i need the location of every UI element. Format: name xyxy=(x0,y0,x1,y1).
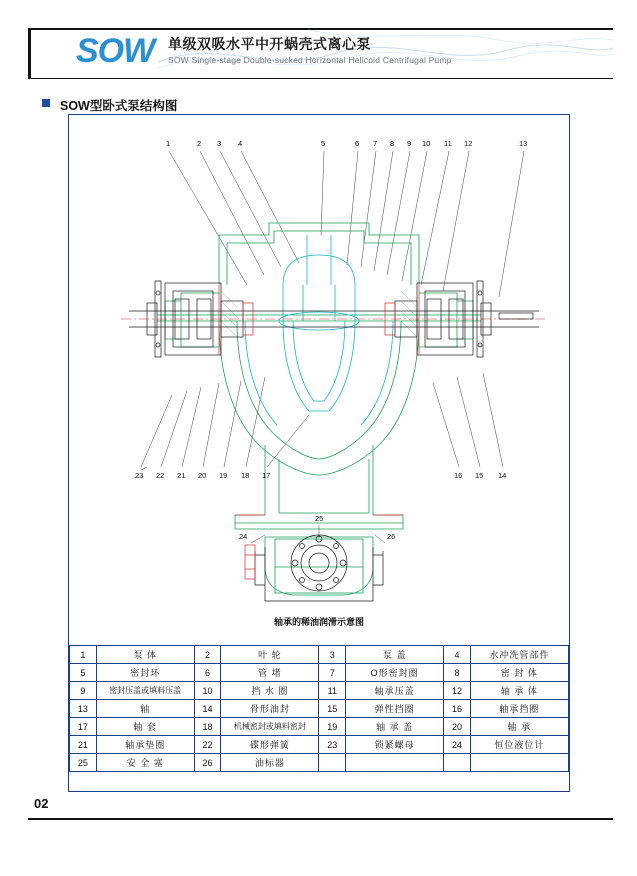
part-number: 14 xyxy=(194,700,221,718)
part-name: 轴 承 xyxy=(470,718,568,736)
table-row xyxy=(70,700,569,718)
part-name: 骨形油封 xyxy=(221,700,319,718)
callout-top-10: 10 xyxy=(422,139,431,148)
callout-top-2: 2 xyxy=(197,139,202,148)
table-row xyxy=(70,664,569,682)
part-name-empty xyxy=(346,754,444,772)
header-rule-bottom xyxy=(28,78,613,79)
callout-bottom-23: 23 xyxy=(135,471,144,480)
callout-top-7: 7 xyxy=(373,139,378,148)
callout-top-6: 6 xyxy=(355,139,360,148)
callout-top-12: 12 xyxy=(464,139,473,148)
part-number: 4 xyxy=(444,646,471,664)
part-name: 轴 套 xyxy=(96,718,194,736)
part-number: 10 xyxy=(194,682,221,700)
callout-detail-24: 24 xyxy=(239,532,248,541)
parts-table xyxy=(69,645,569,772)
part-number-empty xyxy=(444,754,471,772)
part-number: 12 xyxy=(444,682,471,700)
part-name: 泵 体 xyxy=(96,646,194,664)
part-number: 19 xyxy=(319,718,346,736)
section-title: SOW型卧式泵结构图 xyxy=(60,99,178,113)
header-title-cn: 单级双吸水平中开蜗壳式离心泵 xyxy=(168,36,371,52)
part-number: 21 xyxy=(70,736,97,754)
header-title-en: SOW Single-stage Double-sucked Horizontal Helicoid Centrifugal Pump xyxy=(168,55,452,65)
part-number: 2 xyxy=(194,646,221,664)
part-number: 23 xyxy=(319,736,346,754)
callout-top-4: 4 xyxy=(238,139,243,148)
part-number: 8 xyxy=(444,664,471,682)
part-name: 轴承压盖 xyxy=(346,682,444,700)
content-frame xyxy=(68,114,570,792)
callout-bottom-20: 20 xyxy=(198,471,207,480)
callout-top-8: 8 xyxy=(390,139,395,148)
part-name: 叶 轮 xyxy=(221,646,319,664)
table-row xyxy=(70,646,569,664)
callout-top-3: 3 xyxy=(217,139,222,148)
table-row xyxy=(70,718,569,736)
callout-bottom-15: 15 xyxy=(475,471,484,480)
part-number: 13 xyxy=(70,700,97,718)
callout-bottom-16: 16 xyxy=(454,471,463,480)
diagram-caption: 轴承的稀油润滑示意图 xyxy=(273,617,364,627)
part-number: 9 xyxy=(70,682,97,700)
part-name: 油标器 xyxy=(221,754,319,772)
part-name: 密封环 xyxy=(96,664,194,682)
part-number: 7 xyxy=(319,664,346,682)
part-name: 轴承垫圈 xyxy=(96,736,194,754)
part-name: 恒位液位计 xyxy=(470,736,568,754)
callout-detail-25: 25 xyxy=(315,514,324,523)
callout-top-11: 11 xyxy=(444,139,452,148)
section-bullet-icon xyxy=(42,99,50,107)
part-name: 水冲洗管部件 xyxy=(470,646,568,664)
callout-bottom-14: 14 xyxy=(498,471,507,480)
part-number: 18 xyxy=(194,718,221,736)
part-name: 密封压盖或填料压盖 xyxy=(96,682,194,700)
part-number: 11 xyxy=(319,682,346,700)
part-name: 安 全 塞 xyxy=(96,754,194,772)
page-number: 02 xyxy=(34,796,49,811)
part-name: 轴 xyxy=(96,700,194,718)
part-name: 机械密封或填料密封 xyxy=(221,718,319,736)
part-number: 22 xyxy=(194,736,221,754)
part-number: 16 xyxy=(444,700,471,718)
part-number-empty xyxy=(319,754,346,772)
part-number: 20 xyxy=(444,718,471,736)
part-name: 轴承挡圈 xyxy=(470,700,568,718)
part-number: 5 xyxy=(70,664,97,682)
part-number: 25 xyxy=(70,754,97,772)
pump-structure-drawing xyxy=(69,115,569,645)
callout-top-13: 13 xyxy=(519,139,528,148)
part-number: 24 xyxy=(444,736,471,754)
part-name: 泵 盖 xyxy=(346,646,444,664)
part-name-empty xyxy=(470,754,568,772)
table-row xyxy=(70,754,569,772)
callout-detail-26: 26 xyxy=(387,532,396,541)
part-name: 密 封 体 xyxy=(470,664,568,682)
part-number: 26 xyxy=(194,754,221,772)
part-number: 3 xyxy=(319,646,346,664)
page-header xyxy=(28,28,613,80)
part-name: 锁紧螺母 xyxy=(346,736,444,754)
callout-bottom-18: 18 xyxy=(241,471,250,480)
table-row xyxy=(70,682,569,700)
callout-bottom-22: 22 xyxy=(156,471,165,480)
callout-top-1: 1 xyxy=(166,139,171,148)
part-name: 管 堵 xyxy=(221,664,319,682)
callout-bottom-19: 19 xyxy=(219,471,228,480)
part-name: 弹性挡圈 xyxy=(346,700,444,718)
part-number: 15 xyxy=(319,700,346,718)
part-name: 轴 承 体 xyxy=(470,682,568,700)
part-number: 17 xyxy=(70,718,97,736)
table-row xyxy=(70,736,569,754)
part-name: 轴 承 盖 xyxy=(346,718,444,736)
callout-top-5: 5 xyxy=(321,139,326,148)
part-number: 6 xyxy=(194,664,221,682)
part-name: O形密封圈 xyxy=(346,664,444,682)
header-accent-bar xyxy=(28,30,31,78)
callout-top-9: 9 xyxy=(407,139,412,148)
part-name: 碟形弹簧 xyxy=(221,736,319,754)
part-name: 挡 水 圈 xyxy=(221,682,319,700)
callout-bottom-21: 21 xyxy=(177,471,186,480)
part-number: 1 xyxy=(70,646,97,664)
brand-logo: SOW xyxy=(76,32,155,70)
footer-rule xyxy=(28,818,613,820)
callout-bottom-17: 17 xyxy=(262,471,271,480)
